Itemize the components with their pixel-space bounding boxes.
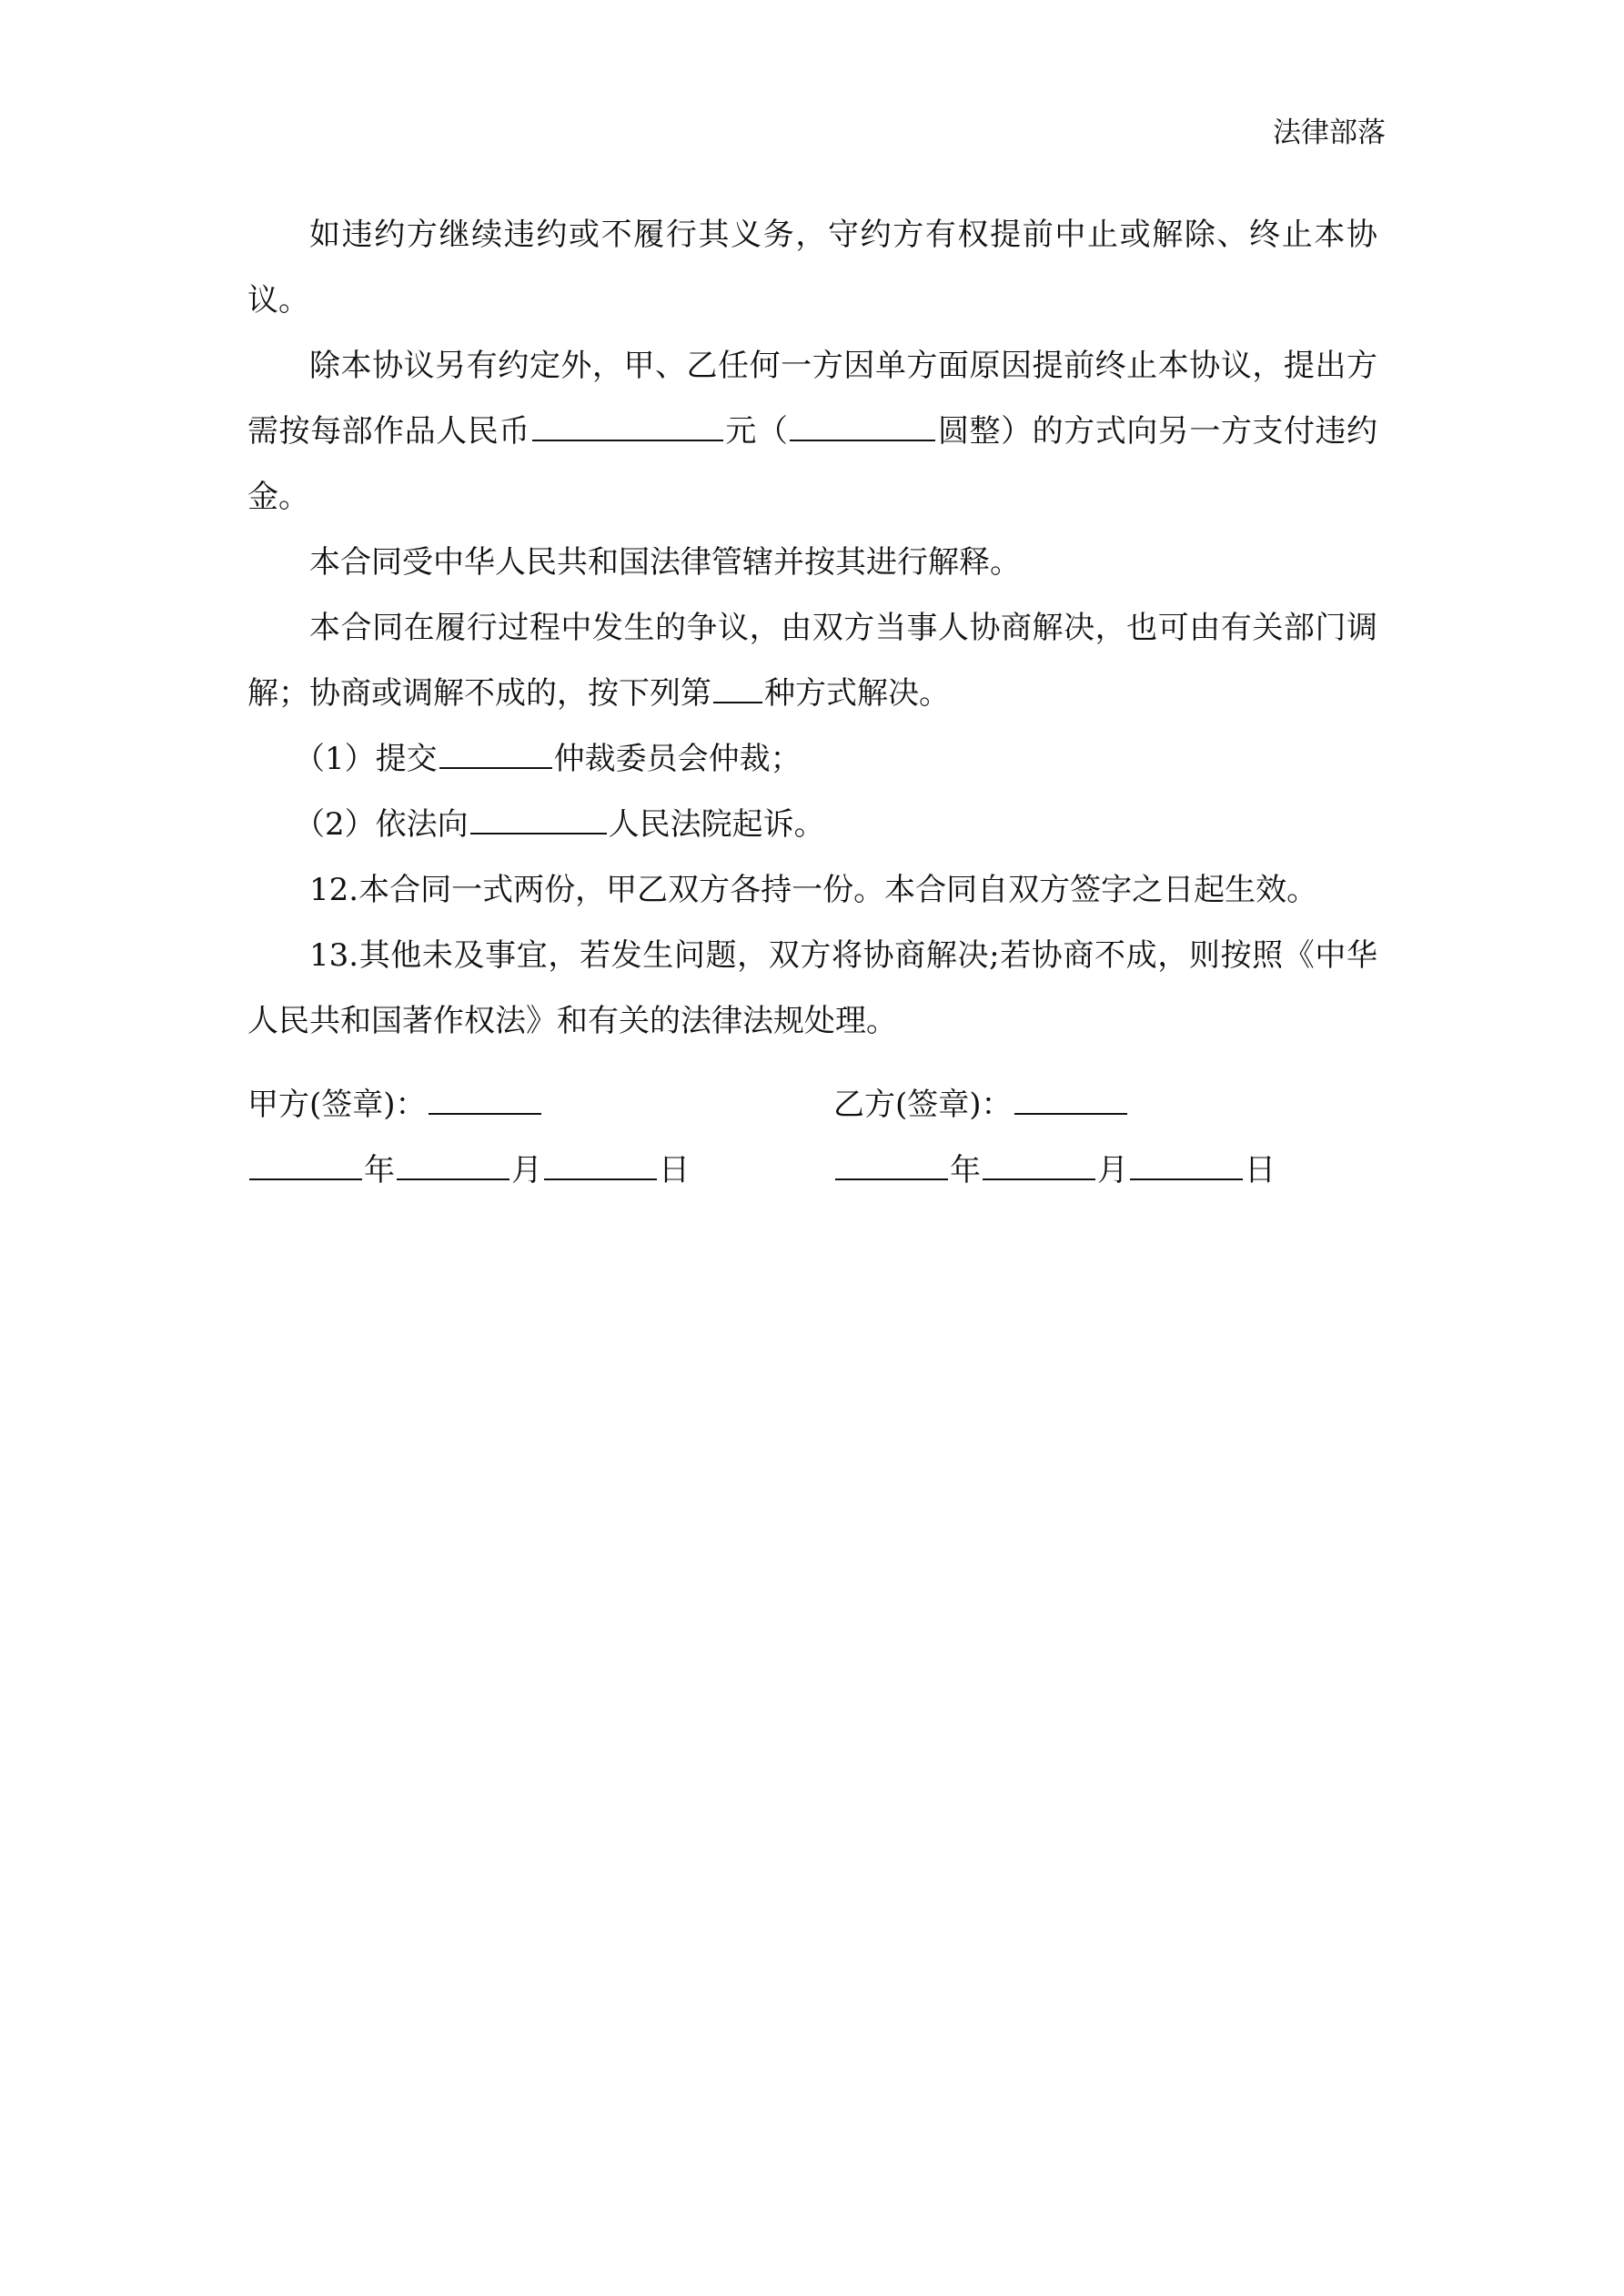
paragraph-other-matters: 13.其他未及事宜，若发生问题，双方将协商解决;若协商不成，则按照《中华人民共和国著作权法》和有关的法律法规处理。 (247, 937, 1377, 1039)
dispute-text-1: 本合同在履行过程中发生的争议，由双方当事人协商解决，也可由有关部门调解；协商或调解不成的，按下列第 (247, 610, 1377, 712)
party-a-seal-blank[interactable] (429, 1082, 541, 1115)
party-a-label: 甲方(签章)： (247, 1087, 427, 1123)
date-row (247, 1138, 1377, 1203)
party-a-year-label: 年 (364, 1152, 395, 1188)
party-b-label: 乙方(签章)： (833, 1087, 1013, 1123)
header-brand: 法律部落 (1273, 116, 1386, 149)
party-a-day-label: 日 (659, 1152, 690, 1188)
item-arbitration (247, 726, 1377, 792)
party-a-signature (247, 1072, 833, 1138)
penalty-amount-words-blank[interactable] (790, 409, 935, 441)
penalty-text-3: 圆整）的方式向另一方支付违约金。 (247, 413, 1378, 515)
party-b-date (833, 1138, 1377, 1203)
party-b-month-label: 月 (1097, 1152, 1128, 1188)
penalty-amount-blank[interactable] (532, 409, 723, 441)
court-name-blank[interactable] (470, 802, 607, 834)
paragraph-dispute (247, 595, 1377, 726)
penalty-text-1: 除本协议另有约定外，甲、乙任何一方因单方面原因提前终止本协议，提出方需按每部作品人民币 (247, 348, 1377, 450)
arbitration-text-2: 仲裁委员会仲裁； (553, 741, 802, 777)
party-a-date (247, 1138, 833, 1203)
court-text-1: （2）依法向 (294, 806, 469, 843)
dispute-text-2: 种方式解决。 (764, 675, 950, 712)
arbitration-text-1: （1）提交 (294, 741, 438, 777)
paragraph-penalty (247, 333, 1377, 530)
party-b-day-label: 日 (1245, 1152, 1276, 1188)
party-b-day-blank[interactable] (1130, 1148, 1243, 1180)
party-b-seal-blank[interactable] (1014, 1082, 1127, 1115)
party-b-signature (833, 1072, 1377, 1138)
party-a-day-blank[interactable] (544, 1148, 657, 1180)
item-court (247, 792, 1377, 857)
party-b-month-blank[interactable] (983, 1148, 1095, 1180)
dispute-method-blank[interactable] (713, 671, 762, 703)
party-b-year-label: 年 (950, 1152, 981, 1188)
signature-block (247, 1072, 1377, 1203)
paragraph-breach-termination: 如违约方继续违约或不履行其义务，守约方有权提前中止或解除、终止本协议。 (247, 217, 1377, 319)
party-a-month-label: 月 (511, 1152, 542, 1188)
party-b-year-blank[interactable] (835, 1148, 948, 1180)
paragraph-governing-law: 本合同受中华人民共和国法律管辖并按其进行解释。 (309, 544, 1021, 581)
party-a-month-blank[interactable] (397, 1148, 509, 1180)
arbitration-committee-blank[interactable] (439, 736, 552, 769)
paragraph-copies: 12.本合同一式两份，甲乙双方各持一份。本合同自双方签字之日起生效。 (309, 872, 1318, 908)
signature-row (247, 1072, 1377, 1138)
penalty-text-2: 元（ (724, 413, 789, 450)
party-a-year-blank[interactable] (249, 1148, 362, 1180)
contract-body (247, 202, 1377, 1054)
court-text-2: 人民法院起诉。 (608, 806, 825, 843)
